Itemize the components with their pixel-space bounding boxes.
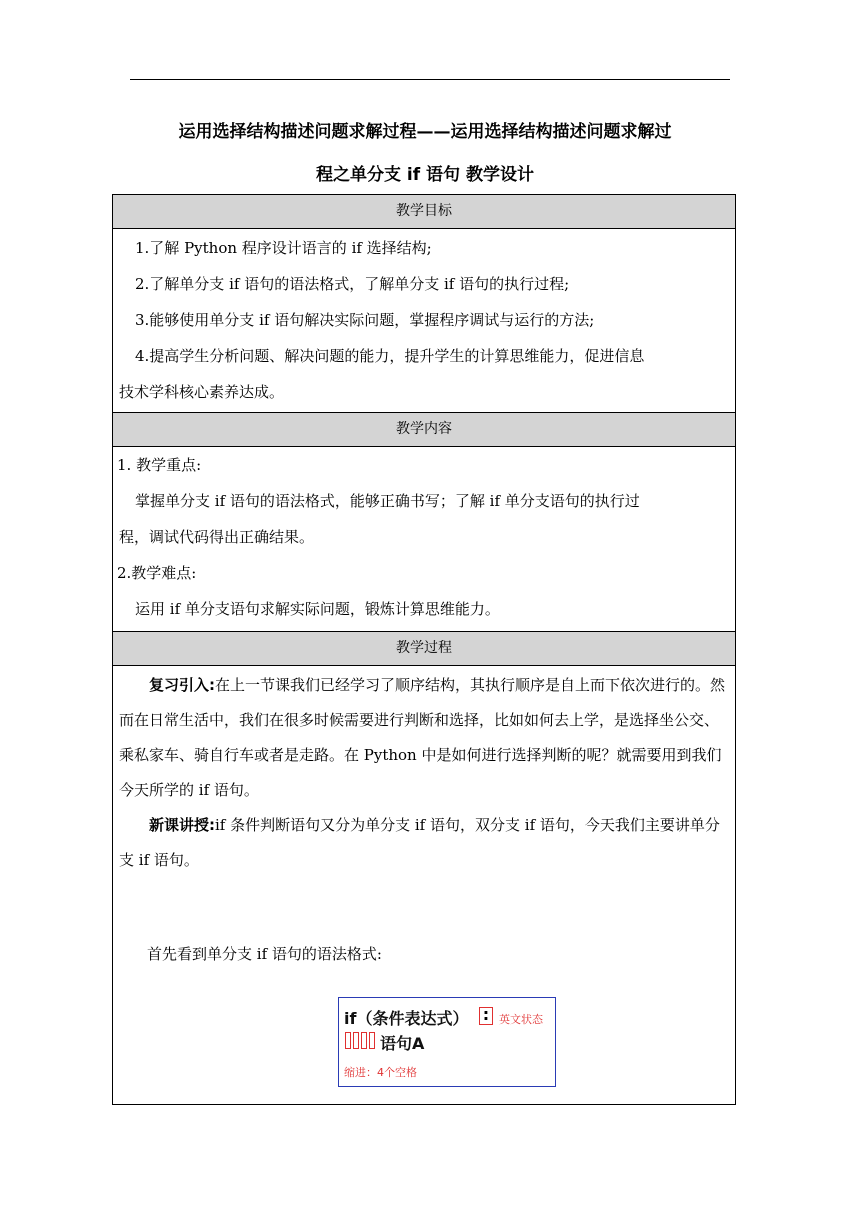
difficulties-label: 2.教学难点:	[117, 564, 197, 582]
new-lesson-lead: 新课讲授:	[149, 816, 215, 834]
objective-item-4-cont: 技术学科核心素养达成。	[119, 383, 285, 401]
content-body	[113, 447, 735, 632]
document-title-line-1: 运用选择结构描述问题求解过程——运用选择结构描述问题求解过	[178, 122, 672, 142]
syntax-line-2: 语句A	[380, 1034, 425, 1053]
indent-space-4	[369, 1032, 375, 1049]
difficulties-text: 运用 if 单分支语句求解实际问题，锻炼计算思维能力。	[135, 600, 500, 618]
english-state-note: 英文状态	[499, 1013, 543, 1026]
objective-item-4: 4.提高学生分析问题、解决问题的能力，提升学生的计算思维能力，促进信息	[135, 347, 645, 365]
lesson-plan-table	[112, 194, 736, 1105]
syntax-figure	[338, 997, 556, 1087]
objective-item-1: 1.了解 Python 程序设计语言的 if 选择结构;	[135, 239, 432, 257]
syntax-line-1: if（条件表达式）	[344, 1009, 469, 1028]
content-header: 教学内容	[113, 413, 735, 447]
document-title-line-2: 程之单分支 if 语句 教学设计	[316, 165, 534, 185]
top-rule	[130, 79, 730, 80]
key-points-label: 1. 教学重点:	[117, 456, 202, 474]
indent-space-3	[361, 1032, 367, 1049]
syntax-colon: :	[479, 1007, 493, 1025]
objective-item-2: 2.了解单分支 if 语句的语法格式，了解单分支 if 语句的执行过程;	[135, 275, 570, 293]
process-header: 教学过程	[113, 632, 735, 666]
review-paragraph	[113, 668, 735, 808]
objective-item-3: 3.能够使用单分支 if 语句解决实际问题，掌握程序调试与运行的方法;	[135, 311, 595, 329]
new-lesson-paragraph	[113, 808, 735, 878]
review-text: 在上一节课我们已经学习了顺序结构，其执行顺序是自上而下依次进行的。然而在日常生活中，我们在很多时候需要进行判断和选择，比如如何去上学，是选择坐公交、乘私家车、骑自行车或者是走路。在 Python 中是如何进行选择判断的呢？就需要用到我们今天所学的 if 语句。	[119, 676, 726, 799]
syntax-intro: 首先看到单分支 if 语句的语法格式:	[147, 945, 382, 963]
review-lead: 复习引入:	[149, 676, 215, 694]
objectives-header: 教学目标	[113, 195, 735, 229]
indent-space-2	[353, 1032, 359, 1049]
key-points-line-2: 程，调试代码得出正确结果。	[119, 528, 315, 546]
indent-space-1	[345, 1032, 351, 1049]
indent-note: 缩进：4个空格	[344, 1066, 417, 1079]
process-body	[113, 666, 735, 1104]
key-points-line-1: 掌握单分支 if 语句的语法格式，能够正确书写；了解 if 单分支语句的执行过	[135, 492, 640, 510]
objectives-body	[113, 229, 735, 413]
new-lesson-text: if 条件判断语句又分为单分支 if 语句，双分支 if 语句，今天我们主要讲单分支 if 语句。	[119, 816, 720, 869]
